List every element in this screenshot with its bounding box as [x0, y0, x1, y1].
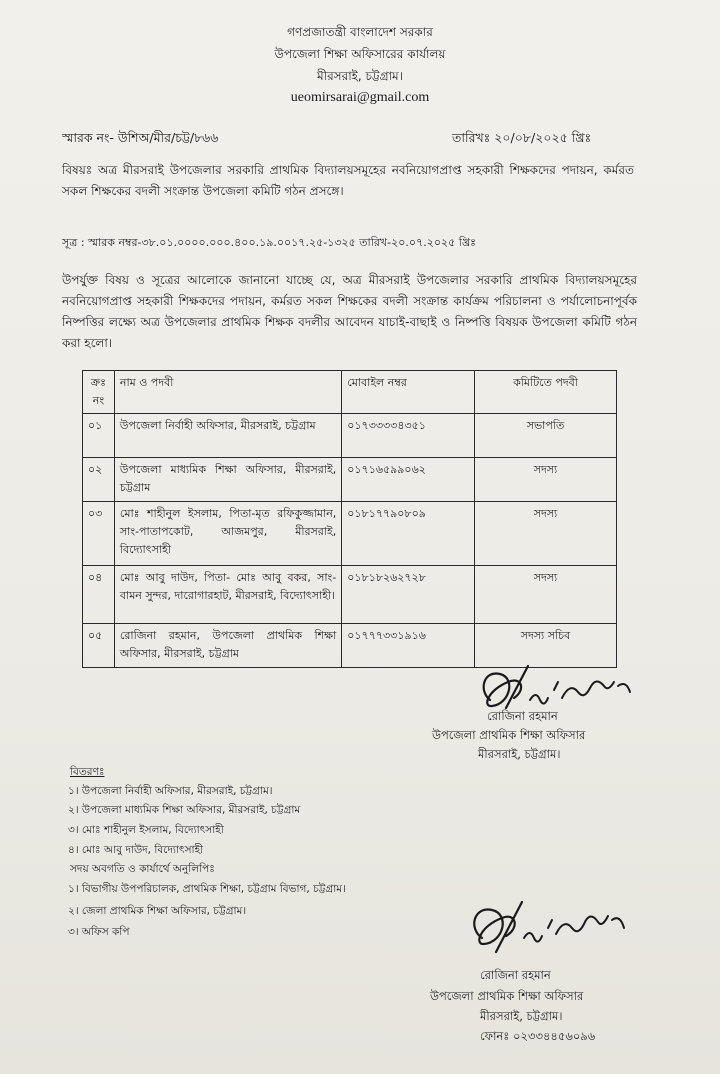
distribution-item: ১। উপজেলা নির্বাহী অফিসার, মীরসরাই, চট্টগ্রাম। — [68, 785, 273, 797]
reference-text: সূত্র : স্মারক নম্বর-৩৮.০১.০০০০.০০০.৪০০.১৯.০০১৭.২৫-১৩২৫ তারিখ-২০.০৭.২০২৫ খ্রিঃ — [62, 236, 477, 249]
table-header-row — [83, 371, 617, 414]
office-phone: ফোনঃ ০২৩৩৪৪৫৬০৯৬ — [480, 1029, 596, 1043]
row-serial: ০৩ — [83, 502, 115, 566]
row-mobile: ০১৭৩৩৩৩৪৩৫১ — [342, 414, 475, 458]
row-serial: ০২ — [83, 458, 115, 502]
header-role: কমিটিতে পদবী — [474, 371, 616, 414]
row-name: রোজিনা রহমান, উপজেলা প্রাথমিক শিক্ষা অফিসার, মীরসরাই, চট্টগ্রাম — [114, 624, 341, 668]
copy-item: ৩। অফিস কপি — [68, 926, 130, 938]
table-row — [83, 458, 617, 502]
signatory-place-2: মীরসরাই, চট্টগ্রাম। — [480, 1009, 563, 1023]
office-location: মীরসরাই, চট্টগ্রাম। — [316, 69, 404, 83]
signature-2 — [462, 894, 632, 958]
row-role: সদস্য — [474, 458, 616, 502]
subject-text: বিষয়ঃ অত্র মীরসরাই উপজেলার সরকারি প্রাথমিক বিদ্যালয়সমূহের নবনিয়োগপ্রাপ্ত সহকারী শিক্ষকদের পদায়ন, কর্মরত সকল শিক্ষকের বদলী সংক্রান্ত উপজেলা কমিটি গঠন প্রসঙ্গে। — [62, 163, 634, 198]
office-email: ueomirsarai@gmail.com — [290, 90, 430, 105]
copy-item: ২। জেলা প্রাথমিক শিক্ষা অফিসার, চট্টগ্রাম। — [68, 905, 247, 917]
signatory-designation-2: উপজেলা প্রাথমিক শিক্ষা অফিসার — [430, 989, 584, 1003]
row-mobile: ০১৮১৭৭৯০৮০৯ — [342, 502, 475, 566]
govt-title: গণপ্রজাতন্ত্রী বাংলাদেশ সরকার — [287, 25, 433, 39]
table-row — [83, 414, 617, 458]
row-name: উপজেলা মাধ্যমিক শিক্ষা অফিসার, মীরসরাই, চট্টগ্রাম — [114, 458, 341, 502]
row-role: সভাপতি — [474, 414, 616, 458]
row-serial: ০৪ — [83, 566, 115, 624]
distribution-item: ২। উপজেলা মাধ্যমিক শিক্ষা অফিসার, মীরসরাই, চট্টগ্রাম — [68, 804, 301, 816]
distribution-item: ৪। মোঃ আবু দাউদ, বিদ্যোৎসাহী — [68, 844, 204, 856]
signatory-name-1: রোজিনা রহমান — [487, 709, 558, 723]
row-role: সদস্য — [474, 566, 616, 624]
table-row — [83, 502, 617, 566]
signatory-designation-1: উপজেলা প্রাথমিক শিক্ষা অফিসার — [432, 728, 586, 742]
memo-date: তারিখঃ ২০/০৮/২০২৫ খ্রিঃ — [452, 130, 592, 145]
row-name: মোঃ শাহীনুল ইসলাম, পিতা-মৃত রফিকুজ্জামান, সাং-পাতাপকোট, আজমপুর, মীরসরাই, বিদ্যোৎসাহী — [114, 502, 341, 566]
row-serial: ০৫ — [83, 624, 115, 668]
header-mobile: মোবাইল নম্বর — [342, 371, 475, 414]
signatory-place-1: মীরসরাই, চট্টগ্রাম। — [478, 747, 561, 761]
row-mobile: ০১৭৭৭৩৩১৯১৬ — [342, 624, 475, 668]
row-role: সদস্য সচিব — [474, 624, 616, 668]
row-mobile: ০১৮১৮২৬২৭২৮ — [342, 566, 475, 624]
row-mobile: ০১৭১৬৫৯৯০৬২ — [342, 458, 475, 502]
body-paragraph: উপর্যুক্ত বিষয় ও সূত্রের আলোকে জানানো যাচ্ছে যে, অত্র মীরসরাই উপজেলার সরকারি প্রাথমিক বিদ্যালয়সমূহের নবনিয়োগপ্রাপ্ত সহকারী শিক্ষকদের পদায়ন, কর্মরত সকল শিক্ষকের বদলী সংক্রান্ত কার্যক্রম পরিচালনা ও পর্যালোচনাপূর্বক নিষ্পত্তির লক্ষ্যে অত্র উপজেলার প্রাথমিক শিক্ষক বদলীর আবেদন যাচাই-বাছাই ও নিষ্পত্তি বিষয়ক উপজেলা কমিটি গঠন করা হলো। — [62, 273, 637, 350]
row-name: মোঃ আবু দাউদ, পিতা- মোঃ আবু বকর, সাং- বামন সুন্দর, দারোগারহাট, মীরসরাই, বিদ্যোৎসাহী। — [114, 566, 341, 624]
office-title: উপজেলা শিক্ষা অফিসারের কার্যালয় — [274, 47, 446, 61]
row-name: উপজেলা নির্বাহী অফিসার, মীরসরাই, চট্টগ্রাম — [114, 414, 341, 458]
header-serial: ক্রঃ নং — [83, 371, 115, 414]
copy-title: সদয় অবগতি ও কার্যার্থে অনুলিপিঃ — [70, 863, 215, 875]
memo-number: স্মারক নং- উশিঅ/মীর/চট্ট/৮৬৬ — [62, 130, 219, 145]
header-name: নাম ও পদবী — [114, 371, 341, 414]
row-serial: ০১ — [83, 414, 115, 458]
row-role: সদস্য — [474, 502, 616, 566]
distribution-item: ৩। মোঃ শাহীনুল ইসলাম, বিদ্যোৎসাহী — [68, 824, 224, 836]
copy-item: ১। বিভাগীয় উপপরিচালক, প্রাথমিক শিক্ষা, চট্টগ্রাম বিভাগ, চট্টগ্রাম। — [68, 883, 346, 895]
committee-table — [82, 370, 617, 668]
distribution-title: বিতরণঃ — [70, 766, 105, 778]
handwritten-signature-icon — [462, 894, 632, 958]
signatory-name-2: রোজিনা রহমান — [480, 968, 551, 982]
table-row — [83, 566, 617, 624]
